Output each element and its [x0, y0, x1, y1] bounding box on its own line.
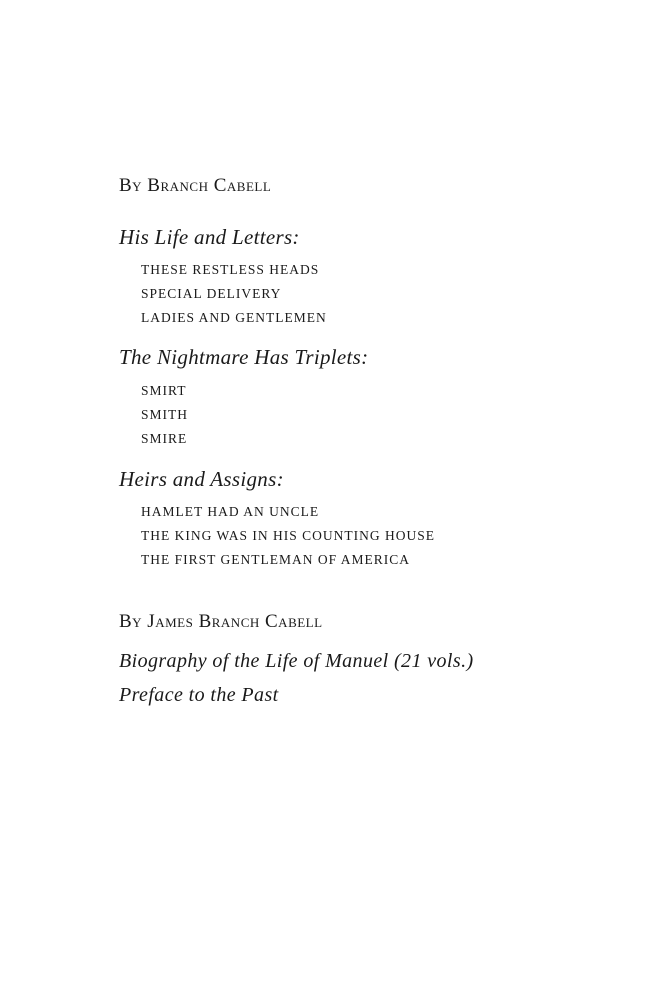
work-title: Preface to the Past	[119, 684, 279, 706]
byline-james-branch-cabell: By James Branch Cabell	[119, 611, 323, 632]
list-item: SMIRT	[141, 383, 187, 398]
group-title-his-life-and-letters: His Life and Letters:	[119, 225, 300, 249]
group-title-heirs-and-assigns: Heirs and Assigns:	[119, 467, 284, 491]
list-item: THE KING WAS IN HIS COUNTING HOUSE	[141, 528, 435, 543]
list-item: HAMLET HAD AN UNCLE	[141, 504, 320, 519]
work-title: Biography of the Life of Manuel (21 vols.)	[119, 650, 474, 672]
list-item: THE FIRST GENTLEMAN OF AMERICA	[141, 552, 411, 567]
list-item: SMIRE	[141, 431, 188, 446]
list-item: LADIES AND GENTLEMEN	[141, 310, 327, 325]
byline-branch-cabell: By Branch Cabell	[119, 175, 272, 196]
list-item: THESE RESTLESS HEADS	[141, 262, 320, 277]
list-item: SMITH	[141, 407, 189, 422]
group-title-nightmare-has-triplets: The Nightmare Has Triplets:	[119, 345, 369, 369]
list-item: SPECIAL DELIVERY	[141, 286, 282, 301]
